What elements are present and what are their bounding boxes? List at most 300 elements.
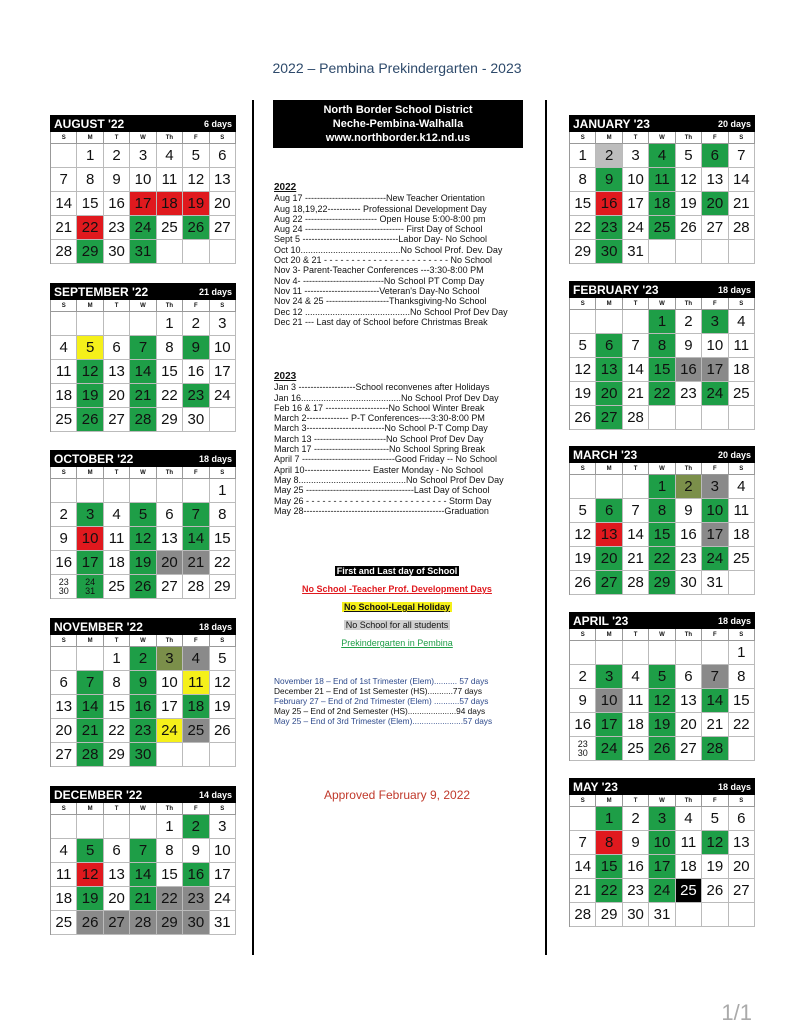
day-cell: 4 [649,144,675,168]
month-name: FEBRUARY '23 [573,282,659,297]
day-cell: 11 [676,831,702,855]
day-cell: 5 [570,334,596,358]
day-cell: 26 [702,879,728,903]
weekday-label: W [649,629,675,641]
day-cell: 24 [649,879,675,903]
day-cell [623,475,649,499]
weekday-label: S [729,298,755,310]
day-cell: 30 [183,408,209,432]
day-cell [183,240,209,264]
day-cell: 6 [676,665,702,689]
divider-right [545,100,547,955]
day-cell: 21 [130,384,156,408]
day-cell: 23 30 [51,575,77,599]
weekday-label: W [649,795,675,807]
weekday-label: S [51,300,77,312]
event-2023-event: April 10---------------------- Easter Monday - No School [274,464,484,475]
day-cell: 10 [649,831,675,855]
day-cell: 18 [676,855,702,879]
term-line: February 27 – End of 2nd Trimester (Elem) ...........57 days [274,696,489,706]
day-cell: 6 [51,671,77,695]
month-header [569,446,755,463]
day-cell: 14 [623,523,649,547]
day-cell: 12 [210,671,236,695]
weekday-label: F [183,803,209,815]
weekday-label: Th [157,803,183,815]
day-cell: 14 [77,695,103,719]
day-cell [104,312,130,336]
day-cell: 21 [183,551,209,575]
day-cell [729,240,755,264]
day-cell: 1 [649,310,675,334]
day-cell: 26 [649,737,675,761]
day-cell [104,479,130,503]
day-cell: 20 [104,887,130,911]
event-2023-event: May 8...........................................No School Prof Dev Day [274,474,504,485]
day-cell: 25 [51,911,77,935]
day-cell: 12 [676,168,702,192]
day-cell: 5 [649,665,675,689]
day-cell: 23 [183,887,209,911]
day-cell: 17 [130,192,156,216]
district-header [273,100,523,148]
day-cell: 7 [623,499,649,523]
legend-prek: Prekindergarten in Pembina [341,638,453,648]
weekday-label: M [596,298,622,310]
district-url: www.northborder.k12.nd.us [325,132,471,144]
day-cell: 16 [183,863,209,887]
day-cell: 13 [729,831,755,855]
day-cell: 10 [210,839,236,863]
weekday-label: T [623,795,649,807]
weekday-label: S [570,463,596,475]
legend [274,562,520,652]
day-cell: 1 [596,807,622,831]
event-2023-event: Jan 16........................................No School Prof Dev Day [274,392,499,403]
day-cell: 25 [104,575,130,599]
weekday-header [569,795,755,807]
day-cell: 14 [130,360,156,384]
day-cell: 3 [649,807,675,831]
day-cell: 6 [157,503,183,527]
day-cell: 10 [130,168,156,192]
day-cell: 30 [104,240,130,264]
day-cell: 18 [51,384,77,408]
day-cell: 20 [729,855,755,879]
weekday-label: S [210,300,236,312]
day-cell [596,641,622,665]
day-cell: 28 [183,575,209,599]
day-cell: 19 [183,192,209,216]
weekday-label: Th [157,132,183,144]
weekday-label: F [702,298,728,310]
weekday-label: S [570,629,596,641]
weekday-label: F [183,132,209,144]
day-cell: 27 [596,571,622,595]
day-cell [104,815,130,839]
day-cell: 2 [130,647,156,671]
weekday-label: F [702,629,728,641]
day-cell [77,815,103,839]
day-cell: 19 [77,887,103,911]
day-cell: 19 [649,713,675,737]
term-line: May 25 – End of 2nd Semester (HS).....................94 days [274,706,486,716]
day-cell: 19 [702,855,728,879]
day-cell: 15 [649,523,675,547]
month-header [569,612,755,629]
day-cell [157,743,183,767]
month-feb [569,281,755,430]
day-cell: 18 [729,523,755,547]
weekday-label: S [51,467,77,479]
day-cell: 13 [676,689,702,713]
day-cell: 24 [210,887,236,911]
day-cell: 22 [649,547,675,571]
day-cell: 29 [157,911,183,935]
day-cell: 28 [623,406,649,430]
day-cell: 8 [77,168,103,192]
day-cell: 19 [570,547,596,571]
event-2022-event: Oct 10........................................No School Prof. Dev. Day [274,244,503,255]
day-cell: 1 [157,312,183,336]
day-cell: 11 [729,334,755,358]
day-cell: 25 [623,737,649,761]
day-cell: 26 [570,406,596,430]
day-cell: 19 [676,192,702,216]
month-day-count: 21 days [198,286,232,297]
day-cell: 16 [676,358,702,382]
day-cell: 25 [183,719,209,743]
weekday-label: S [51,803,77,815]
day-cell: 8 [157,336,183,360]
weekday-label: T [623,298,649,310]
month-name: OCTOBER '22 [54,451,134,466]
day-grid [569,641,755,761]
day-cell: 8 [649,334,675,358]
day-cell: 18 [623,713,649,737]
day-cell: 22 [596,879,622,903]
day-cell: 15 [104,695,130,719]
day-cell: 20 [676,713,702,737]
month-nov [50,618,236,767]
event-2022-event: Aug 22 ------------------------ Open House 5:00-8:00 pm [274,213,486,224]
day-cell: 29 [157,408,183,432]
day-cell [183,743,209,767]
day-cell [210,743,236,767]
day-cell [676,406,702,430]
day-cell: 30 [596,240,622,264]
month-header [569,281,755,298]
term-line: December 21 – End of 1st Semester (HS)...........77 days [274,686,482,696]
day-cell [130,815,156,839]
weekday-label: M [77,803,103,815]
day-cell: 8 [570,168,596,192]
day-cell: 25 [51,408,77,432]
day-cell: 25 [157,216,183,240]
day-cell: 13 [596,523,622,547]
day-cell: 5 [702,807,728,831]
day-cell: 13 [104,863,130,887]
day-cell: 9 [676,499,702,523]
day-cell: 17 [596,713,622,737]
day-cell: 12 [702,831,728,855]
day-cell: 19 [130,551,156,575]
weekday-label: S [570,298,596,310]
day-cell: 28 [702,737,728,761]
day-cell: 26 [183,216,209,240]
district-name: North Border School District [323,104,473,116]
weekday-label: M [596,132,622,144]
day-cell: 27 [210,216,236,240]
day-cell: 28 [729,216,755,240]
weekday-label: Th [676,298,702,310]
day-cell: 27 [729,879,755,903]
weekday-header [569,629,755,641]
day-cell [130,479,156,503]
day-grid [50,479,236,599]
day-cell: 15 [210,527,236,551]
day-cell: 26 [210,719,236,743]
weekday-label: S [210,803,236,815]
day-cell: 15 [729,689,755,713]
day-cell: 2 [183,815,209,839]
day-cell: 21 [623,547,649,571]
event-2023-event: April 7 -------------------------------Good Friday -- No School [274,454,497,465]
day-cell: 3 [596,665,622,689]
day-cell: 4 [623,665,649,689]
event-2023-event: May 28-----------------------------------------------Graduation [274,505,489,516]
day-cell: 23 [130,719,156,743]
day-cell: 28 [623,571,649,595]
day-cell: 17 [210,863,236,887]
events-2022-heading: 2022 [274,182,297,193]
approved-note: Approved February 9, 2022 [323,788,471,802]
event-2023-event: March 13 ------------------------No School Prof Dev Day [274,433,484,444]
day-cell: 12 [183,168,209,192]
day-cell: 2 [570,665,596,689]
day-cell: 11 [623,689,649,713]
month-name: MAY '23 [573,779,618,794]
divider-left [252,100,254,955]
day-cell [570,807,596,831]
weekday-label: S [729,629,755,641]
district-towns: Neche-Pembina-Walhalla [332,118,464,130]
day-cell: 27 [702,216,728,240]
day-cell: 9 [183,336,209,360]
weekday-label: Th [676,132,702,144]
day-cell: 25 [729,547,755,571]
day-grid [569,475,755,595]
weekday-label: S [729,795,755,807]
day-cell: 22 [157,887,183,911]
day-cell: 15 [570,192,596,216]
day-cell: 4 [729,310,755,334]
day-cell: 27 [676,737,702,761]
month-name: MARCH '23 [573,447,638,462]
day-cell [702,641,728,665]
month-header [569,778,755,795]
event-2022-event: Nov 3- Parent-Teacher Conferences ---3:30-8:00 PM [274,265,484,276]
day-cell: 28 [77,743,103,767]
weekday-label: M [77,132,103,144]
weekday-label: W [130,132,156,144]
day-grid [569,807,755,927]
day-cell: 8 [649,499,675,523]
page-number: 1/1 [721,1000,752,1025]
weekday-header [569,463,755,475]
month-day-count: 18 days [717,781,751,792]
day-cell: 15 [77,192,103,216]
day-cell: 28 [130,911,156,935]
day-cell: 2 [596,144,622,168]
day-cell: 3 [77,503,103,527]
day-cell: 7 [702,665,728,689]
day-cell: 24 [157,719,183,743]
weekday-label: M [596,795,622,807]
day-cell: 23 [623,879,649,903]
month-header [50,786,236,803]
day-cell: 15 [649,358,675,382]
day-cell [702,903,728,927]
day-cell: 18 [51,887,77,911]
day-cell: 21 [570,879,596,903]
events-2022 [274,183,520,327]
day-cell [596,310,622,334]
event-2022-event: Dec 12 ..........................................No School Prof Dev Day [274,306,508,317]
day-cell: 23 [183,384,209,408]
day-grid [50,312,236,432]
day-cell: 3 [130,144,156,168]
weekday-label: T [104,467,130,479]
day-cell: 6 [702,144,728,168]
month-day-count: 18 days [717,284,751,295]
day-cell: 12 [77,863,103,887]
weekday-label: T [623,132,649,144]
month-aug [50,115,236,264]
day-cell: 13 [157,527,183,551]
day-cell: 22 [649,382,675,406]
day-cell: 9 [570,689,596,713]
day-cell [51,479,77,503]
day-cell [157,240,183,264]
weekday-label: T [104,132,130,144]
day-cell: 7 [130,336,156,360]
day-cell: 21 [77,719,103,743]
day-cell: 5 [210,647,236,671]
month-name: JANUARY '23 [573,116,650,131]
weekday-label: Th [157,467,183,479]
day-cell: 16 [51,551,77,575]
day-cell: 18 [157,192,183,216]
day-cell: 20 [104,384,130,408]
day-cell: 2 [676,475,702,499]
day-cell: 2 [623,807,649,831]
event-2023-event: Jan 3 -------------------School reconvenes after Holidays [274,382,490,393]
day-cell: 20 [51,719,77,743]
month-oct [50,450,236,599]
day-cell [183,479,209,503]
day-cell: 29 [596,903,622,927]
day-cell: 26 [77,911,103,935]
day-cell: 25 [676,879,702,903]
day-cell [702,406,728,430]
day-cell: 11 [51,360,77,384]
weekday-label: T [104,803,130,815]
day-cell: 7 [570,831,596,855]
day-cell: 26 [676,216,702,240]
day-cell [676,641,702,665]
weekday-header [50,132,236,144]
day-cell: 2 [183,312,209,336]
day-cell: 1 [570,144,596,168]
weekday-label: F [702,795,728,807]
day-cell [77,312,103,336]
month-dec [50,786,236,935]
weekday-label: W [649,132,675,144]
day-cell: 11 [104,527,130,551]
weekday-label: S [729,463,755,475]
weekday-label: Th [676,463,702,475]
event-2023-event: March 17 -------------------------No School Spring Break [274,444,485,455]
day-cell: 17 [77,551,103,575]
weekday-label: T [104,300,130,312]
event-2022-event: Nov 11 -------------------------Veteran's Day-No School [274,285,480,296]
day-cell [649,641,675,665]
month-day-count: 20 days [717,118,751,129]
day-cell: 16 [623,855,649,879]
day-cell: 6 [596,334,622,358]
day-cell: 23 [676,382,702,406]
day-cell [157,479,183,503]
weekday-label: S [570,132,596,144]
day-cell [51,647,77,671]
weekday-label: S [570,795,596,807]
day-cell: 17 [210,360,236,384]
day-cell: 30 [183,911,209,935]
day-cell: 18 [729,358,755,382]
day-cell: 31 [130,240,156,264]
day-cell: 14 [623,358,649,382]
weekday-label: T [104,635,130,647]
day-cell: 27 [157,575,183,599]
day-cell: 25 [729,382,755,406]
day-cell: 1 [649,475,675,499]
day-cell: 14 [702,689,728,713]
day-cell: 5 [130,503,156,527]
day-cell: 21 [729,192,755,216]
day-cell: 29 [104,743,130,767]
day-cell: 7 [77,671,103,695]
day-cell: 13 [702,168,728,192]
weekday-label: S [210,467,236,479]
day-cell: 6 [104,336,130,360]
day-cell: 1 [729,641,755,665]
month-day-count: 18 days [717,615,751,626]
day-cell: 4 [157,144,183,168]
day-cell: 21 [623,382,649,406]
event-2023-event: Feb 16 & 17 ---------------------No School Winter Break [274,402,485,413]
weekday-label: Th [157,635,183,647]
weekday-header [569,298,755,310]
day-cell: 24 [623,216,649,240]
month-header [50,618,236,635]
day-cell: 28 [130,408,156,432]
month-may [569,778,755,927]
day-cell: 21 [130,887,156,911]
day-cell: 19 [77,384,103,408]
weekday-label: S [210,132,236,144]
weekday-header [50,467,236,479]
